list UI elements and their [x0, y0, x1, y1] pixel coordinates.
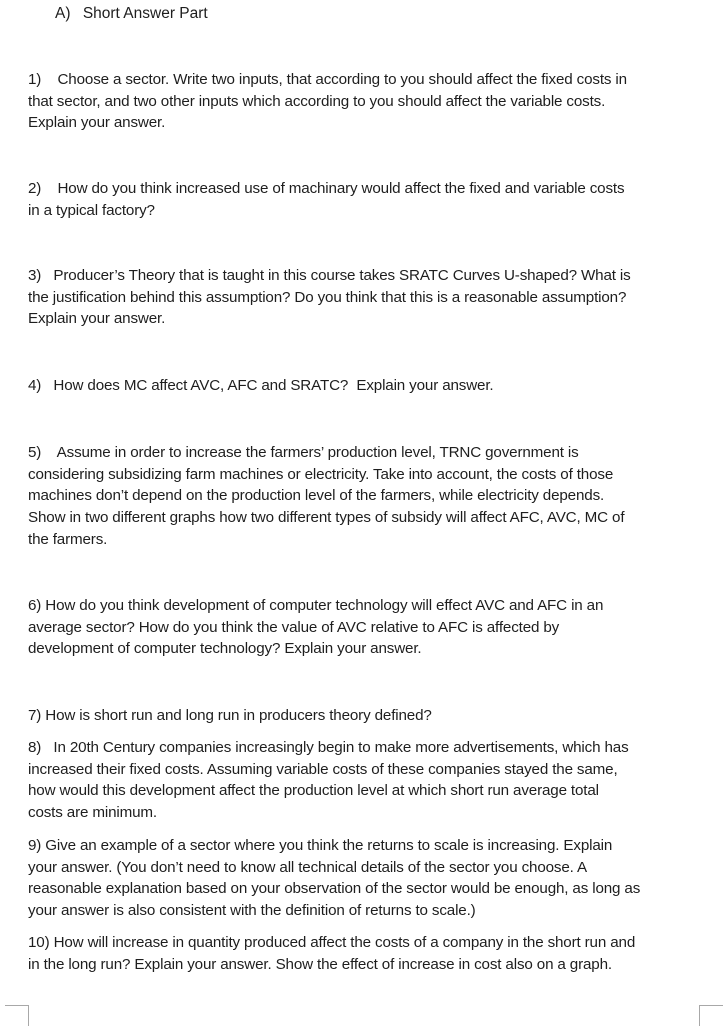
question-line: in the long run? Explain your answer. Show the effect of increase in cost also on a graph.: [28, 955, 612, 973]
question-line: machines don’t depend on the production level of the farmers, while electricity depends.: [28, 487, 605, 505]
question-line: Explain your answer.: [28, 114, 166, 132]
question-line: how would this development affect the production level at which short run average total: [28, 782, 599, 800]
question-9: [28, 835, 708, 922]
section-number: A): [55, 5, 71, 22]
question-line: considering subsidizing farm machines or electricity. Take into account, the costs of those: [28, 465, 614, 483]
question-line: 8) In 20th Century companies increasingly begin to make more advertisements, which has: [28, 739, 629, 756]
question-line: 1) Choose a sector. Write two inputs, that according to you should affect the fixed costs in: [28, 71, 627, 88]
question-2: [28, 178, 708, 221]
question-line: in a typical factory?: [28, 201, 155, 219]
question-line: 3) Producer’s Theory that is taught in this course takes SRATC Curves U-shaped? What is: [28, 267, 631, 284]
question-8: [28, 737, 708, 824]
question-1: [28, 69, 708, 134]
question-line: your answer is also consistent with the definition of returns to scale.): [28, 902, 476, 920]
question-line: 2) How do you think increased use of machinary would affect the fixed and variable costs: [28, 180, 625, 197]
question-4: [28, 375, 708, 397]
question-line: the farmers.: [28, 530, 108, 548]
question-line: 4) How does MC affect AVC, AFC and SRATC? Explain your answer.: [28, 377, 494, 394]
question-line: increased their fixed costs. Assuming variable costs of these companies stayed the same,: [28, 760, 618, 778]
section-title: Short Answer Part: [82, 5, 208, 22]
question-line: Explain your answer.: [28, 310, 166, 328]
question-line: 9) Give an example of a sector where you think the returns to scale is increasing. Explain: [28, 837, 613, 854]
question-10: [28, 932, 708, 975]
question-7: [28, 705, 708, 727]
question-3: [28, 265, 708, 330]
question-line: 7) How is short run and long run in producers theory defined?: [28, 707, 432, 724]
section-heading: [55, 3, 208, 25]
question-line: that sector, and two other inputs which according to you should affect the variable costs.: [28, 92, 606, 110]
question-line: 5) Assume in order to increase the farmers’ production level, TRNC government is: [28, 444, 579, 461]
question-line: Show in two different graphs how two different types of subsidy will affect AFC, AVC, MC of: [28, 509, 625, 527]
question-line: 10) How will increase in quantity produced affect the costs of a company in the short run and: [28, 934, 636, 951]
question-6: [28, 595, 708, 660]
question-line: 6) How do you think development of computer technology will effect AVC and AFC in an: [28, 597, 604, 614]
question-5: [28, 442, 708, 551]
question-line: development of computer technology? Explain your answer.: [28, 640, 422, 658]
question-line: your answer. (You don’t need to know all technical details of the sector you choose. A: [28, 858, 587, 876]
question-line: costs are minimum.: [28, 804, 157, 822]
question-line: average sector? How do you think the value of AVC relative to AFC is affected by: [28, 618, 560, 636]
question-line: the justification behind this assumption? Do you think that this is a reasonable assumption?: [28, 288, 627, 306]
question-line: reasonable explanation based on your observation of the sector would be enough, as long as: [28, 880, 641, 898]
